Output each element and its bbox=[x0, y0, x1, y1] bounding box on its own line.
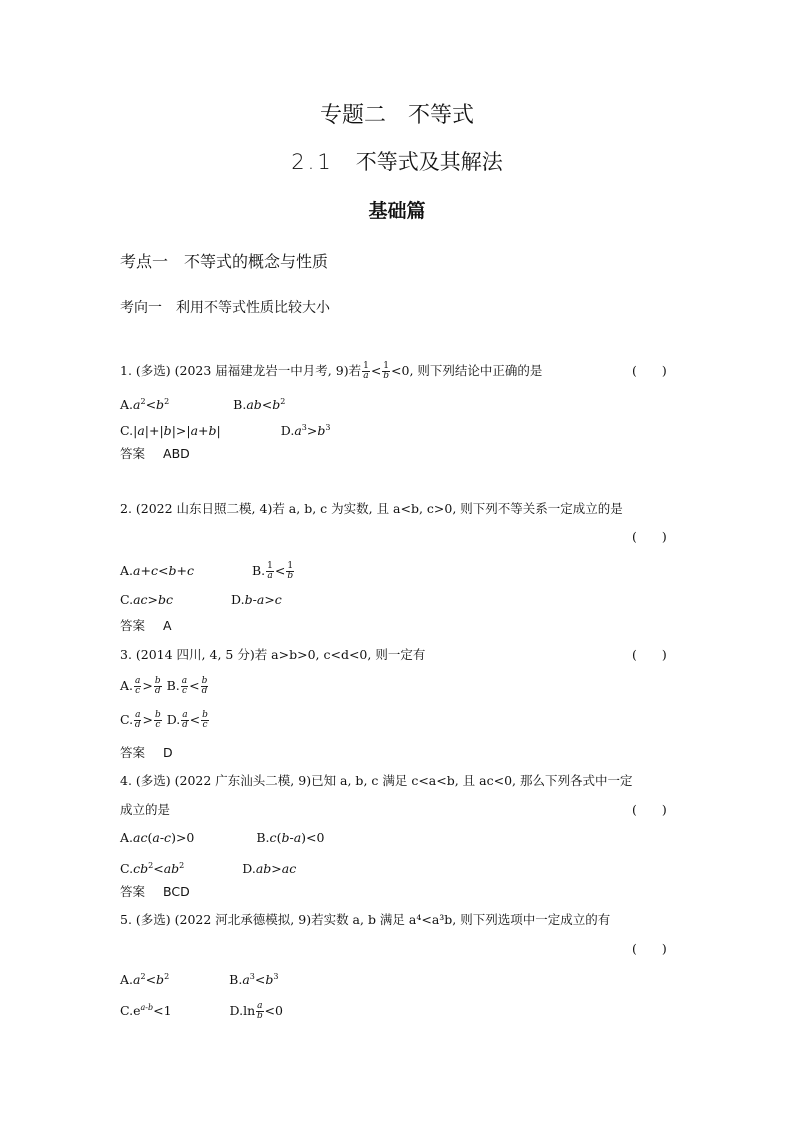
question-1-stem: 1. (多选) (2023 届福建龙岩一中月考, 9)若 $\frac{1}{a}$ < $\frac{1}{b}$ <0, 则下列结论中正确的是 bbox=[120, 361, 543, 381]
option-b: $B.ab<b^2$ bbox=[233, 397, 286, 413]
section-title bbox=[0, 146, 794, 176]
question-4-answer bbox=[120, 883, 190, 901]
option-a: $A.a^2<b^2$ bbox=[120, 972, 170, 988]
question-4-options-row1 bbox=[120, 829, 324, 847]
answer-paren: ( ) bbox=[632, 529, 667, 544]
option-b: $B.a^3<b^3$ bbox=[229, 972, 279, 988]
kaoxiang-heading: 考向一 利用不等式性质比较大小 bbox=[120, 300, 330, 316]
part-title: 基础篇 bbox=[368, 200, 426, 222]
question-2-options-row1 bbox=[120, 562, 295, 581]
question-1-answer bbox=[120, 445, 190, 463]
section-name: 不等式及其解法 bbox=[355, 150, 503, 174]
answer-paren: ( ) bbox=[632, 363, 667, 378]
answer-value: BCD bbox=[163, 884, 190, 899]
option-a: A.a+c<b+c bbox=[120, 563, 194, 578]
question-5-stem: 5. (多选) (2022 河北承德模拟, 9)若实数 a, b 满足 a⁴<a³b, 则下列选项中一定成立的有 bbox=[120, 912, 611, 927]
answer-label: 答案 bbox=[120, 884, 146, 899]
answer-value: ABD bbox=[163, 446, 190, 461]
option-c: C.ac>bc bbox=[120, 592, 174, 607]
option-b: B. $\frac{1}{a}$ < $\frac{1}{b}$ bbox=[251, 561, 294, 581]
question-3-options-row2 bbox=[120, 711, 210, 730]
answer-paren: ( ) bbox=[632, 802, 667, 817]
option-a: A. $\frac{a}{c}$ > $\frac{b}{d}$ bbox=[120, 676, 161, 696]
answer-paren: ( ) bbox=[632, 647, 667, 662]
option-c: C. $\frac{a}{d}$ > $\frac{b}{c}$ bbox=[120, 710, 161, 730]
answer-value: A bbox=[163, 618, 172, 633]
answer-paren: ( ) bbox=[632, 941, 667, 956]
topic-title: 专题二 不等式 bbox=[319, 103, 474, 128]
option-d: D. $\frac{a}{d}$ < $\frac{b}{c}$ bbox=[166, 710, 208, 730]
kaodian-heading: 考点一 不等式的概念与性质 bbox=[120, 252, 329, 271]
fraction-1-over-b: $\frac{1}{b}$ bbox=[383, 361, 390, 381]
question-3-options-row1 bbox=[120, 677, 209, 696]
question-1-options-row1 bbox=[120, 393, 285, 414]
answer-label: 答案 bbox=[120, 446, 146, 461]
option-a: $A.a^2<b^2$ bbox=[120, 397, 170, 413]
section-number: 2.1 bbox=[291, 150, 334, 174]
option-c: $C.cb^2<ab^2$ bbox=[120, 861, 185, 877]
question-2-answer bbox=[120, 617, 172, 635]
option-d: $D.a^3>b^3$ bbox=[280, 423, 331, 439]
question-3-answer bbox=[120, 744, 173, 762]
question-1-options-row2 bbox=[120, 419, 330, 440]
answer-label: 答案 bbox=[120, 745, 146, 760]
question-5-options-row1 bbox=[120, 968, 278, 989]
option-a: A.ac(a-c)>0 bbox=[120, 830, 195, 845]
option-b: B.c(b-a)<0 bbox=[256, 830, 325, 845]
option-d: D.b-a>c bbox=[231, 592, 282, 607]
option-c: $C.e^{a-b}<1$ bbox=[120, 1003, 172, 1019]
question-3-stem: 3. (2014 四川, 4, 5 分)若 a>b>0, c<d<0, 则一定有 bbox=[120, 647, 426, 662]
question-2-stem: 2. (2022 山东日照二模, 4)若 a, b, c 为实数, 且 a<b, c>0, 则下列不等关系一定成立的是 bbox=[120, 501, 623, 516]
option-b: B. $\frac{a}{c}$ < $\frac{b}{d}$ bbox=[166, 676, 208, 696]
question-5-options-row2 bbox=[120, 999, 283, 1021]
option-d: D.ab>ac bbox=[242, 861, 297, 877]
option-d: D.ln $\frac{a}{b}$ <0 bbox=[229, 1001, 283, 1022]
question-1-prefix: 1. (多选) (2023 届福建龙岩一中月考, 9)若 bbox=[120, 363, 362, 378]
question-4-options-row2 bbox=[120, 857, 296, 878]
fraction-1-over-a: $\frac{1}{a}$ bbox=[363, 361, 369, 381]
question-1-suffix: <0, 则下列结论中正确的是 bbox=[391, 363, 543, 378]
question-4-stem-line2: 成立的是 bbox=[120, 802, 171, 817]
option-c: C.|a|+|b|>|a+b| bbox=[120, 423, 221, 439]
question-4-stem-line1: 4. (多选) (2022 广东汕头二模, 9)已知 a, b, c 满足 c<a<b, 且 ac<0, 那么下列各式中一定 bbox=[120, 773, 633, 788]
answer-value: D bbox=[163, 745, 173, 760]
answer-label: 答案 bbox=[120, 618, 146, 633]
question-2-options-row2 bbox=[120, 591, 282, 609]
